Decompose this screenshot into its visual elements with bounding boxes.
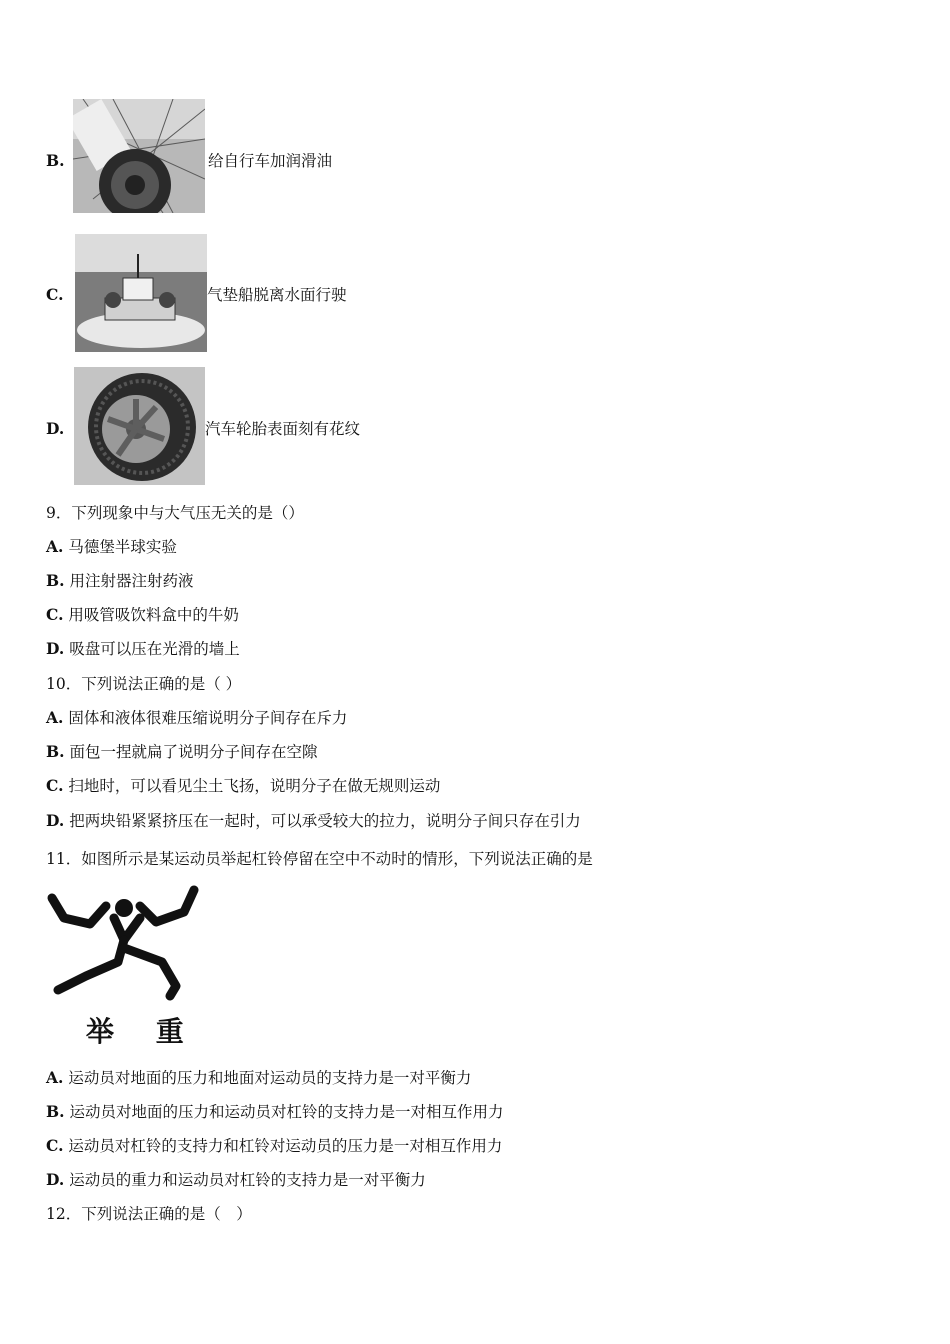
option-text: 吸盘可以压在光滑的墙上 (69, 640, 240, 658)
option-text: 用注射器注射药液 (69, 572, 194, 590)
q11-option-a (46, 1068, 471, 1088)
option-text: 把两块铅紧紧挤压在一起时，可以承受较大的拉力，说明分子间只存在引力 (69, 812, 581, 830)
q10-option-d (46, 811, 581, 831)
option-letter: B. (46, 1102, 65, 1121)
q11-option-d (46, 1170, 426, 1190)
car-tire-image (74, 367, 205, 485)
q10-option-a (46, 708, 347, 728)
q10-stem: 10．下列说法正确的是（ ） (46, 675, 242, 693)
q11-option-c (46, 1136, 502, 1156)
option-text: 用吸管吸饮料盒中的牛奶 (68, 606, 239, 624)
option-letter: C. (46, 1136, 64, 1155)
option-b-letter: B. (46, 151, 65, 170)
q9-option-b (46, 571, 193, 591)
weightlifting-label: 举 重 (86, 1015, 200, 1048)
option-letter: D. (46, 811, 65, 830)
option-letter: D. (46, 1170, 65, 1189)
q12-stem: 12．下列说法正确的是（ ） (46, 1205, 252, 1223)
q9-stem: 9．下列现象中与大气压无关的是（） (46, 504, 304, 522)
option-d-letter: D. (46, 419, 65, 438)
q9-option-d (46, 639, 240, 659)
option-text: 运动员对地面的压力和地面对运动员的支持力是一对平衡力 (68, 1069, 472, 1087)
weightlifting-pictogram (44, 878, 204, 1002)
option-c-caption: 气垫船脱离水面行驶 (207, 286, 347, 304)
option-letter: B. (46, 571, 65, 590)
option-letter: A. (46, 1068, 64, 1087)
option-letter: C. (46, 776, 64, 795)
bicycle-lubrication-image (73, 99, 205, 213)
option-b-caption: 给自行车加润滑油 (208, 152, 333, 170)
q11-option-b (46, 1102, 503, 1122)
option-text: 面包一捏就扁了说明分子间存在空隙 (69, 743, 318, 761)
option-letter: C. (46, 605, 64, 624)
option-text: 扫地时，可以看见尘土飞扬，说明分子在做无规则运动 (68, 777, 441, 795)
option-text: 运动员对地面的压力和运动员对杠铃的支持力是一对相互作用力 (69, 1103, 504, 1121)
option-letter: A. (46, 537, 64, 556)
q10-option-c (46, 776, 440, 796)
option-text: 固体和液体很难压缩说明分子间存在斥力 (68, 709, 348, 727)
option-letter: A. (46, 708, 64, 727)
q9-option-c (46, 605, 239, 625)
option-letter: D. (46, 639, 65, 658)
hovercraft-image (75, 234, 207, 352)
option-letter: B. (46, 742, 65, 761)
option-d-caption: 汽车轮胎表面刻有花纹 (205, 420, 361, 438)
q11-stem: 11．如图所示是某运动员举起杠铃停留在空中不动时的情形，下列说法正确的是 (46, 850, 593, 868)
option-text: 运动员的重力和运动员对杠铃的支持力是一对平衡力 (69, 1171, 426, 1189)
option-c-letter: C. (46, 285, 64, 304)
q9-option-a (46, 537, 177, 557)
q10-option-b (46, 742, 317, 762)
option-text: 马德堡半球实验 (68, 538, 177, 556)
option-text: 运动员对杠铃的支持力和杠铃对运动员的压力是一对相互作用力 (68, 1137, 503, 1155)
